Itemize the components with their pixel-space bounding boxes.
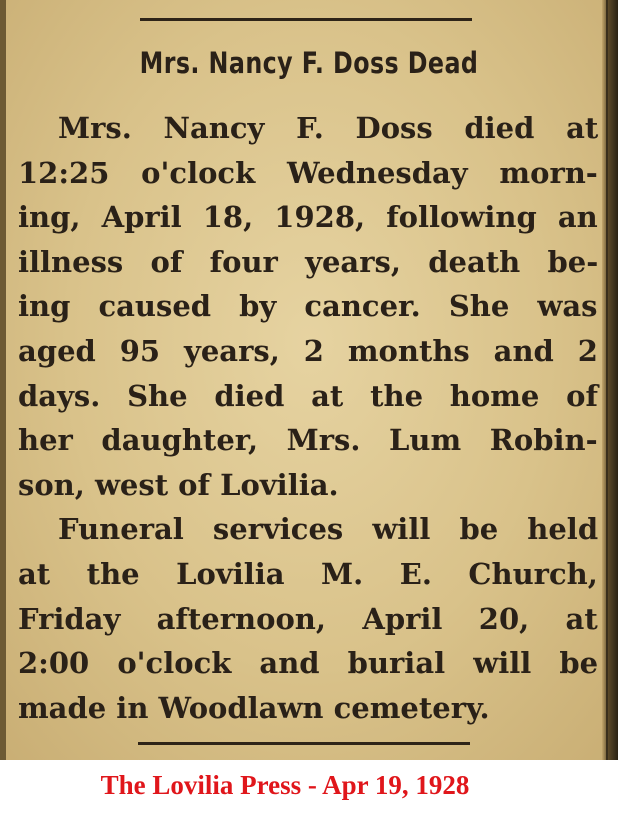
- text-line: ing, April 18, 1928, following an: [18, 200, 598, 235]
- clipping-left-edge: [0, 0, 6, 760]
- obituary-body: [18, 106, 598, 730]
- text-line: her daughter, Mrs. Lum Robin-: [18, 423, 598, 458]
- text-line: days. She died at the home of: [18, 378, 598, 413]
- text-line: illness of four years, death be-: [18, 244, 599, 279]
- paragraph-1: [18, 106, 598, 507]
- source-caption: The Lovilia Press - Apr 19, 1928: [100, 770, 470, 800]
- column-rule: [606, 0, 608, 760]
- top-divider-rule: [140, 18, 472, 21]
- text-line: at the Lovilia M. E. Church,: [18, 556, 598, 591]
- text-line: aged 95 years, 2 months and 2: [18, 333, 598, 368]
- text-line: 12:25 o'clock Wednesday morn-: [18, 155, 598, 190]
- text-line: Funeral services will be held: [58, 512, 599, 547]
- paragraph-2: [18, 507, 598, 730]
- text-line: Mrs. Nancy F. Doss died at: [58, 111, 599, 145]
- clipping-right-edge: [602, 0, 618, 760]
- text-line: made in Woodlawn cemetery.: [18, 690, 490, 725]
- text-line: son, west of Lovilia.: [18, 467, 339, 502]
- text-line: 2:00 o'clock and burial will be: [18, 646, 599, 681]
- text-line: Friday afternoon, April 20, at: [18, 601, 598, 636]
- text-line: ing caused by cancer. She was: [18, 289, 598, 324]
- obituary-headline: Mrs. Nancy F. Doss Dead: [139, 46, 479, 80]
- bottom-divider-rule: [138, 742, 470, 745]
